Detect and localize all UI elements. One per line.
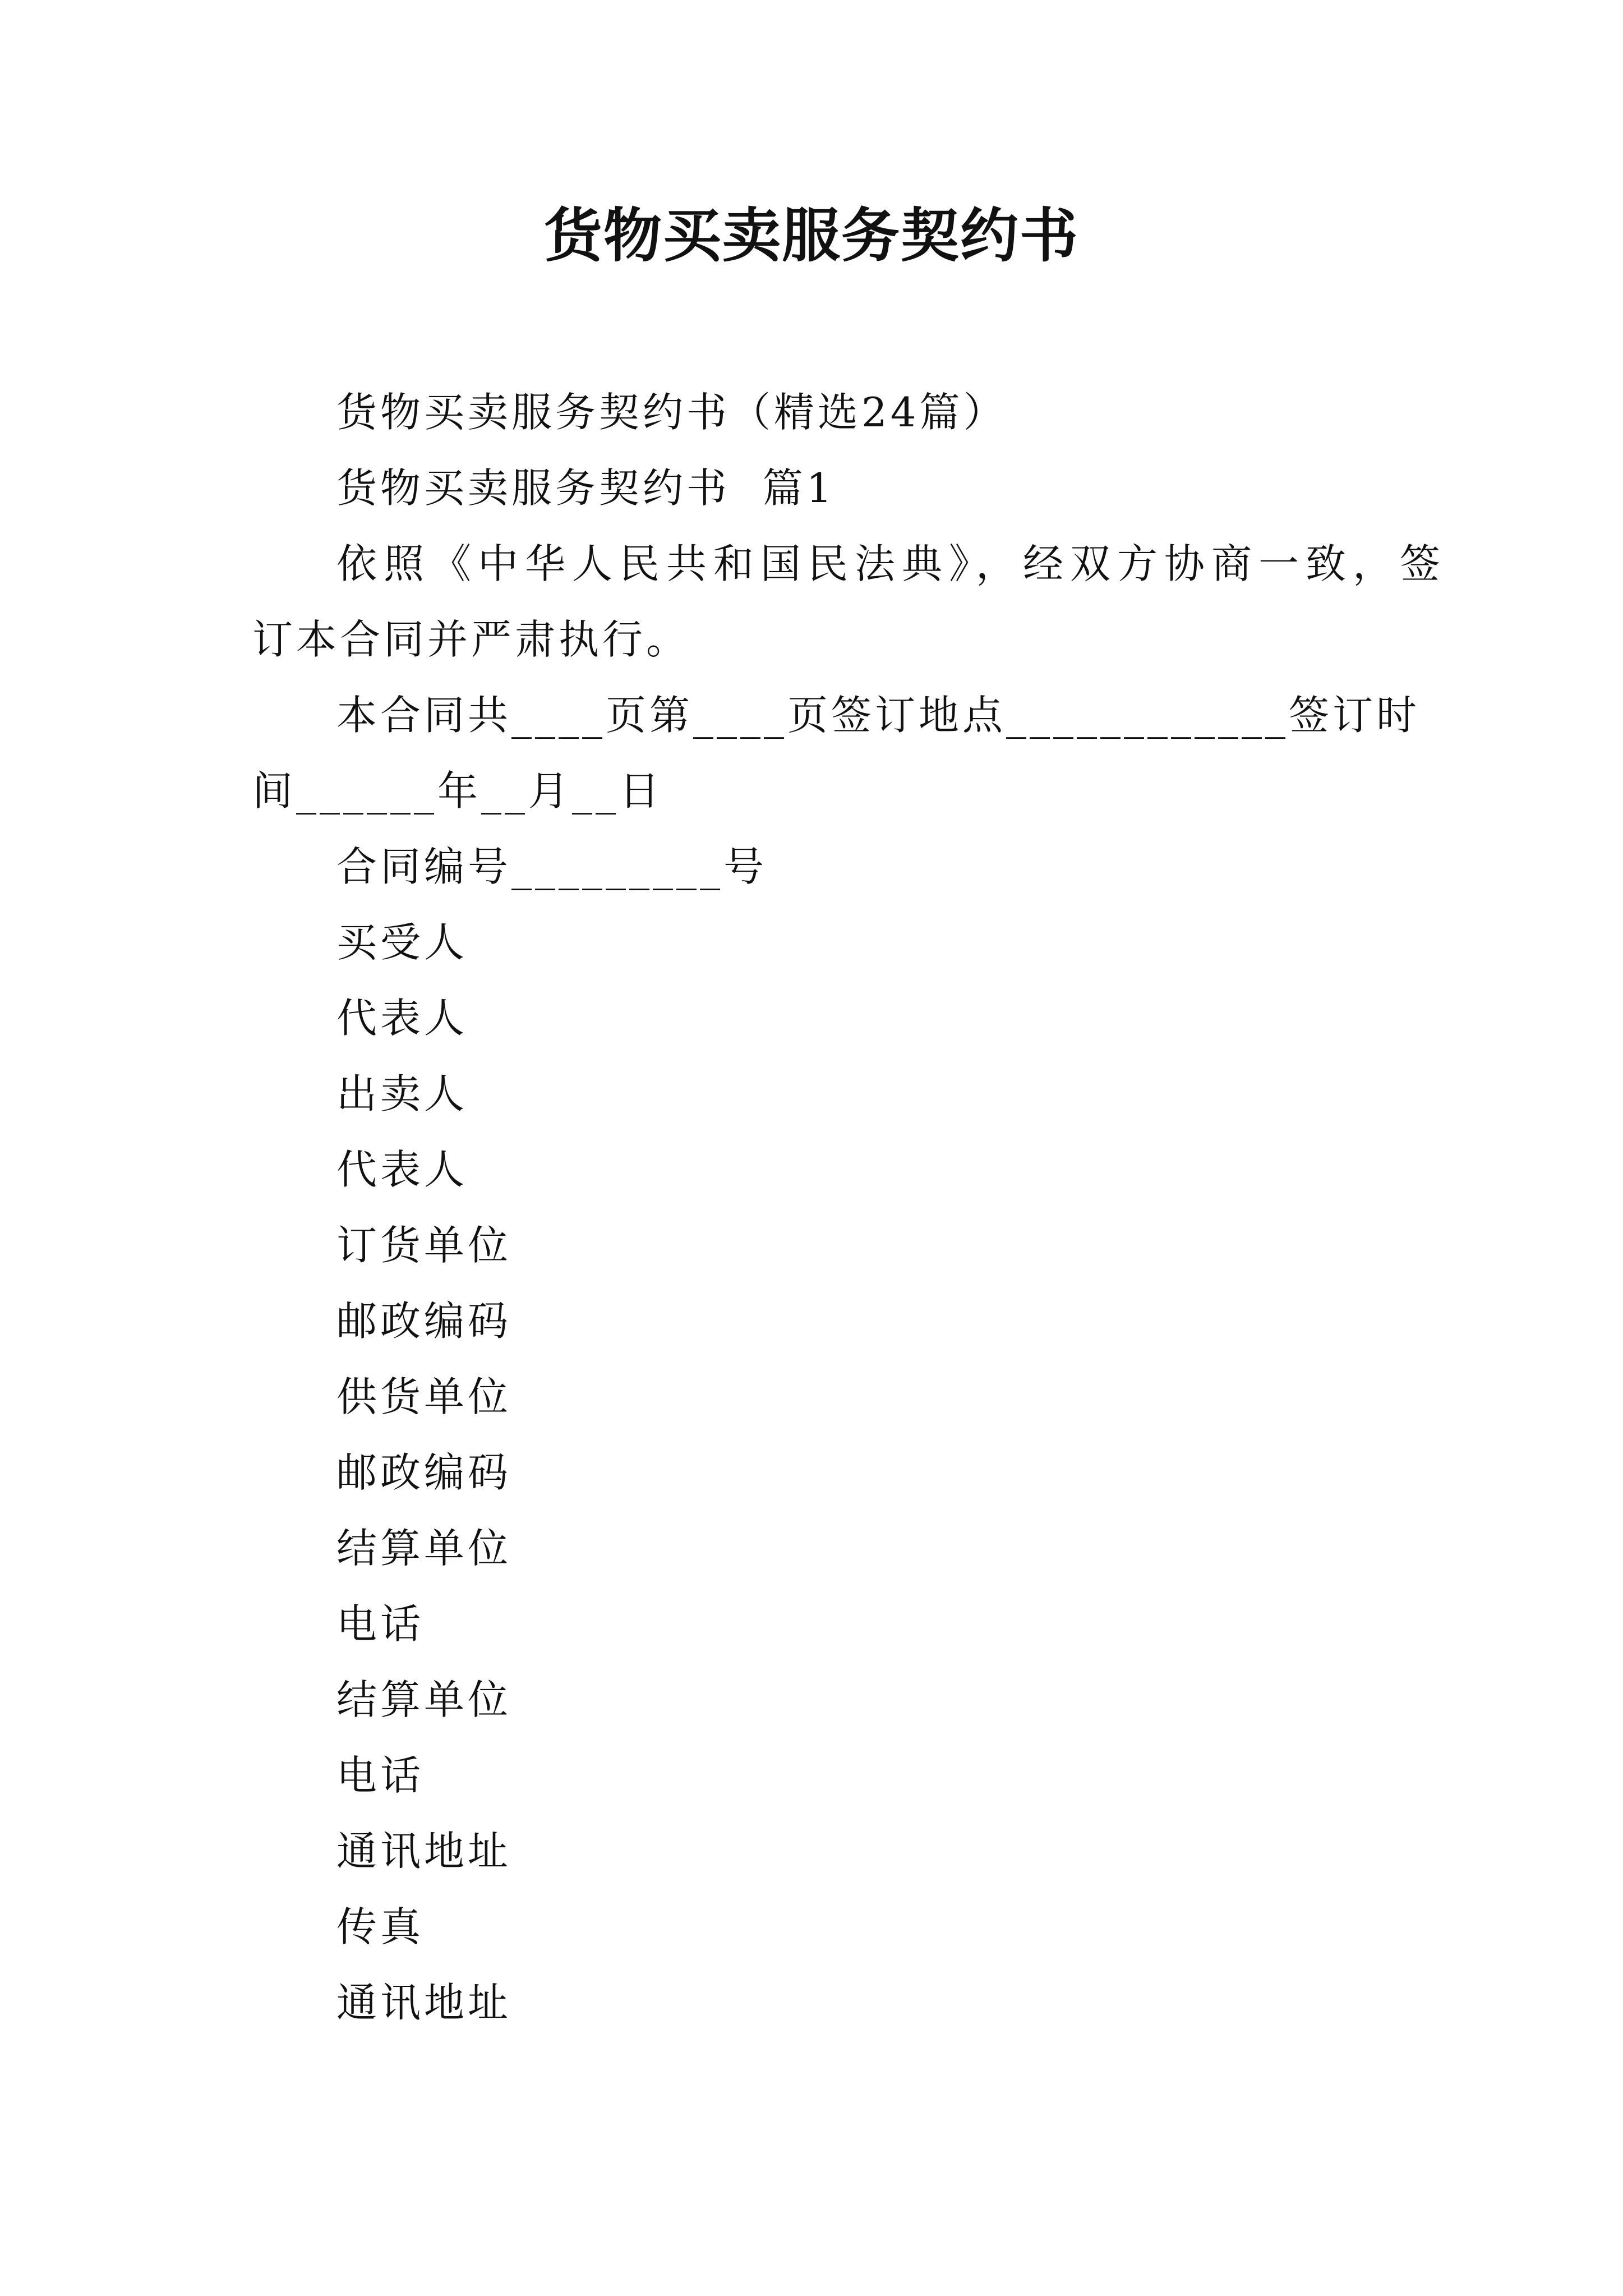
field-postal-code: 邮政编码 (336, 1297, 512, 1345)
intro-paragraph-line-2: 订本合同并严肃执行。 (252, 616, 690, 663)
field-buyer-representative: 代表人 (336, 995, 468, 1042)
field-fax: 传真 (336, 1903, 425, 1950)
field-seller-representative: 代表人 (336, 1146, 468, 1193)
document-title: 货物买卖服务契约书 (543, 201, 1079, 270)
field-settlement-unit: 结算单位 (336, 1525, 512, 1572)
field-seller: 出卖人 (336, 1070, 468, 1117)
field-supplying-unit: 供货单位 (336, 1373, 512, 1420)
field-mailing-address: 通讯地址 (336, 1979, 512, 2026)
field-mailing-address: 通讯地址 (336, 1828, 512, 1875)
field-buyer: 买受人 (336, 919, 468, 966)
field-phone: 电话 (336, 1752, 425, 1799)
pages-and-place-line-1: 本合同共____页第____页签订地点____________签订时 (336, 692, 1421, 739)
contract-number-line: 合同编号_________号 (336, 843, 768, 890)
field-ordering-unit: 订货单位 (336, 1222, 512, 1269)
document-subtitle: 货物买卖服务契约书（精选24篇） (336, 389, 1007, 436)
section-heading: 货物买卖服务契约书 篇1 (336, 464, 836, 512)
field-phone: 电话 (336, 1600, 425, 1648)
intro-paragraph-line-1: 依照《中华人民共和国民法典》，经双方协商一致，签 (336, 540, 1447, 587)
pages-and-place-line-2: 间______年__月__日 (252, 767, 663, 815)
field-postal-code: 邮政编码 (336, 1449, 512, 1496)
field-settlement-unit: 结算单位 (336, 1676, 512, 1723)
